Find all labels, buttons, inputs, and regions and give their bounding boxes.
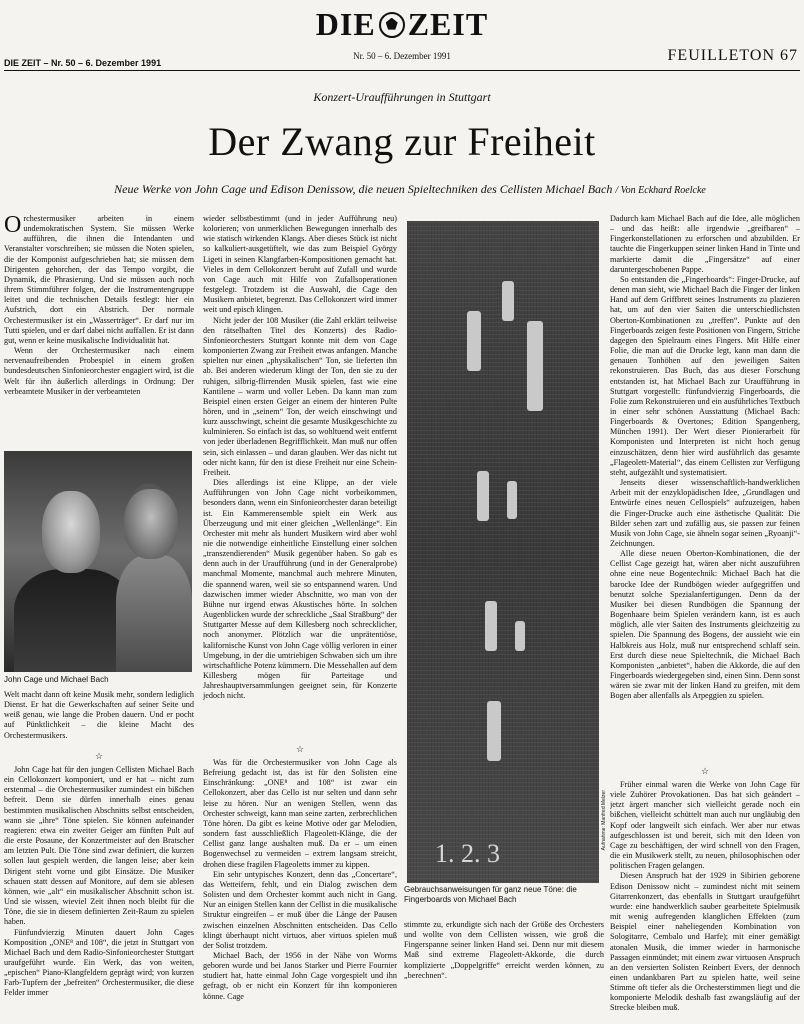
paragraph: Dies allerdings ist eine Klippe, an der viele Aufführungen von John Cage nicht vorbeikommen, besonders dann, wenn ein Sinfonieorchester daran beteiligt ist. Ein Kammerensemble spielt ein Werk aus Überzeugung und mit einer gleichen „Wellenlänge“. Ein Orchester mit mehr als hundert Musikern wird aber wohl nie die notwendige einheitliche Einstellung einer solchen „transzendierenden“ Musik gegenüber haben. So gab es denn auch in der Uraufführung (und in der Generalprobe) manchmal Momente, manchmal auch mehrere Minuten, die spannend waren, weil sie so entspannend waren. Und dazwischen immer wieder Abschnitte, wo man von der Bühne nur irgend etwas Akustisches hörte. In solchen Augenblicken wurde der schreckliche „Saal Straßburg“ der Stuttgarter Messe auf dem Killesberg noch schrecklicher, noch anonymer. Plötzlich war die unprätentiöse, kalifornische Kunst von John Cage völlig verloren in einer Umgebung, in der die umtriebigen Schwaben sich um ihre wirtschaftliche Potenz kümmern. Die Messehallen auf dem Killesberg mögen für Parteitage und Jahreshauptversammlungen geeignet sein, für Konzerte jedoch nicht. xyxy=(203,478,397,701)
photo-figure xyxy=(116,555,192,672)
photo-face xyxy=(124,489,178,559)
finger-mark xyxy=(477,471,489,521)
photo-cage-bach xyxy=(4,451,192,672)
column-1-top xyxy=(4,214,194,446)
paragraph: Alle diese neuen Oberton-Kombinationen, die der Cellist Cage gezeigt hat, wären aber nicht auszuführen ohne eine neue Bogentechnik: Michael Bach hat die barocke Idee der Rundbögen wieder aufgegriffen und benutzt solche Spezialanfertigungen. Denn da der Musiker bei diesen Rundbögen die Spannung der Bogenhaare beim Spielen verändern kann, ist es auch möglich, alle vier Saiten des Instruments gleichzeitig zu spielen. Die Spannung des Bogens, der aussieht wie ein Halbkreis aus Holz, muß nur entsprechend schlaff sein. Erst durch diese neue Spieltechnik, die Michael Bach Komponisten „anbietet“, haben die Akkorde, die auf den Fingerboards wiedergegeben sind, einen Sinn. Denn sonst wären sie zwar mit der linken Hand zu greifen, mit dem Bogen aber allenfalls als Arpeggien zu spielen. xyxy=(610,549,800,701)
headline: Der Zwang zur Freiheit xyxy=(208,119,596,164)
paragraph: So entstanden die „Fingerboards“: Finger-Drucke, auf denen man sieht, wie Michael Bach die Finger der linken Hand auf dem Griffbrett seines Instruments zu plazieren hat, um auf den vier Saiten die unterschiedlichsten Oberton-Kombinationen zu „treffen“. Punkte auf den Fingerboards zeigen feste Positionen von Fingern, Striche dagegen den Spielraum eines Fingers. Mit Hilfe einer Folie, die man auf die Drucke legt, kann man dann die genauen Tonhöhen auf den jeweiligen Saiten rekonstruieren. Das Buch, das aus dieser Forschung entstanden ist, hat Michael Bach zur Uraufführung in Stuttgart vorgestellt: fünfundvierzig Fingerboards, die Folie zum Rekonstruieren und ein ausführliches Textbuch in einer sehr schönen Ausstattung (Michael Bach: Fingerboards & Overtones; Edition Spangenberg, München 1991). Der Wert dieser Pionierarbeit für Komponisten und Interpreten ist nicht hoch genug einzuschätzen, denn hier wird ausführlich das gesamte „Flageolett-Material“, das einem Cellisten zur Verfügung steht, aufgezählt und systematisiert. xyxy=(610,274,800,477)
finger-mark xyxy=(502,281,514,321)
finger-mark xyxy=(527,321,543,411)
column-2-top xyxy=(203,214,397,736)
photo-fingerboards xyxy=(407,221,599,883)
paragraph: Ein sehr untypisches Konzert, denn das „Concertare“, das Wetteifern, fehlt, und ein Dialog zwischen dem Solisten und dem Orchester kommt auch nicht in Gang. Nur an einigen Stellen kann der Cellist in die musikalische Struktur eingreifen – er muß über die Länge der Pausen zwischen einzelnen Abschnitten entscheiden. Das Cello klingt überhaupt nicht virtuos, aber virtuos spielen muß der Solist trotzdem. xyxy=(203,869,397,950)
paragraph: wieder selbstbestimmt (und in jeder Aufführung neu) kolorieren; von unmerklichen Bewegungen innerhalb des wie statisch wirkenden Klangs. Aber dieses Stück ist nicht so kalkuliert-ausgetüftelt, wie das zum Beispiel György Ligeti in seinen Klangfarben-Kompositionen gemacht hat. Vieles in dem Cellokonzert beruht auf Zufall und wurde von Cage auch mit Hilfe von Zufallsoperationen festgelegt. Trotzdem ist die Auswahl, die Cage den Musikern anbietet, begrenzt. Das Cellokonzert wird immer weit und episch klingen. xyxy=(203,214,397,315)
finger-mark xyxy=(467,311,481,371)
logo-text-zeit: ZEIT xyxy=(407,6,489,42)
column-3-bottom xyxy=(610,780,800,1022)
photo-caption-left: John Cage und Michael Bach xyxy=(4,675,109,684)
kicker: Konzert-Uraufführungen in Stuttgart xyxy=(313,90,491,104)
subhead-text: Neue Werke von John Cage und Edison Denissow, die neuen Spieltechniken des Cellisten Michael Bach xyxy=(114,182,613,196)
author-line: / Von Eckhard Roelcke xyxy=(615,185,706,196)
section-label: FEUILLETON 67 xyxy=(667,47,798,64)
finger-mark xyxy=(485,601,497,651)
finger-mark xyxy=(515,621,525,651)
issue-line-left: DIE ZEIT – Nr. 50 – 6. Dezember 1991 xyxy=(4,58,162,68)
logo-text-die: DIE xyxy=(315,6,376,42)
newspaper-logo xyxy=(300,6,504,43)
paragraph: Diesen Anspruch hat der 1929 in Sibirien geborene Edison Denissow nicht – zumindest nicht mit seinem Gitarrenkonzert, das ebenfalls in Stuttgart uraufgeführt wurde: eine handwerklich sauber gearbeitete Spielmusik mit wenig aufregenden klanglichen Effekten (zum Beispiel einer naheliegenden Kombination von Sologitarre, Cembalo und Harfe); mit einer gemäßigt atonalen Musik, die immer wieder in harmonische Passagen einmündet; mit einem zwar virtuosen Anspruch an den versierten Solisten Reinbert Evers, der dennoch einen undankbaren Part zu spielen hatte, weil seine Stimme oft tiefer als die Orchesterstimmen liegt und die komponierte Melodik deshalb fast zwangsläufig auf der Strecke bleiben muß. xyxy=(610,871,800,1013)
paragraph: Orchestermusiker arbeiten in einem undemokratischen System. Sie müssen Werke aufführen, die ihnen die Intendanten und Veranstalter vorschreiben; sie müssen die Noten spielen, die der Komponist aufgeschrieben hat; sie müssen dem Dirigenten gehorchen, der das Tempo vorgibt, die Dynamik, die Phrasierung. Und sie müssen auch noch ihrem Stimmführer folgen, der die Instrumentengruppe leitet und die technischen Details festlegt: hier ein Aufstrich, dort ein Abstrich. Der normale Orchestermusiker ist ein „Wasserträger“. Er darf nur im Tutti spielen, und er darf dabei nicht auffallen. Er ist dann gut, wenn er keine musikalische Individualität hat. xyxy=(4,214,194,345)
subhead xyxy=(20,182,800,197)
paragraph: Was für die Orchestermusiker von John Cage als Befreiung gedacht ist, das ist für den Solisten eine Einschränkung: „ONE⁸ and 108“ ist zwar ein Cellokonzert, aber das Cello ist nur selten und dann sehr leise zu hören. Nur an wenigen Stellen, wenn das Orchester schweigt, kann man seine zarten, zerbrechlichen Töne hören. Da gibt es keine Motive oder gar Melodien, sondern fast ausschließlich Flageolett-Klänge, die der Cellist ganz lange aushalten muß. Da er – um einen Bogenwechsel zu vermeiden – extrem langsam streicht, drohen diese fragilen Flageoletts immer zu kippen. xyxy=(203,758,397,869)
section-star: ☆ xyxy=(94,751,104,761)
paragraph: Nicht jeder der 108 Musiker (die Zahl erklärt teilweise den rätselhaften Titel des Konzerts) des Radio-Sinfonieorchesters Stuttgart konnte mit dem von Cage komponierten Zwang zur Freiheit etwas anfangen. Manche spielten nur einen „physikalischen“ Ton, sie lieferten ihn ab. Bei anderen wiederum klingt der Ton, den sie zu der ruhigen, silbrig-flirrenden Musik spielen, fast wie eine Kantilene – warm und voller Leben. Da kann man zum Beispiel einen ersten Geiger an einem der hinteren Pulte hören, und in „seinem“ Ton, der weich einschwingt und kurz ausschwingt, scheint die gesamte Musikgeschichte zu kulminieren. So einfach ist das, so wohltuend weit entfernt von jeder überladenen Begrifflichkeit. Man muß nur offen sein, sich einlassen – und daran glauben. Wer das nicht tut oder nicht kann, für den ist diese Freiheit nur eine Schein-Freiheit. xyxy=(203,315,397,477)
photo-caption-mid: Gebrauchsanweisungen für ganz neue Töne: die Fingerboards von Michael Bach xyxy=(404,885,577,904)
paragraph: Fünfundvierzig Minuten dauert John Cages Komposition „ONE⁸ and 108“, die jetzt in Stuttgart von Michael Bach und dem Radio-Sinfonieorchester Stuttgart uraufgeführt wurde. Ein Werk, das von weiten, „epischen“ Piano-Klangfeldern geprägt wird; von kurzen Farb-Tupfern der „befreiten“ Orchestermusiker, die diese Felder immer xyxy=(4,927,194,998)
header-rule xyxy=(4,70,800,71)
paragraph: Früher einmal waren die Werke von John Cage für viele Zuhörer Provokationen. Das hat sich geändert – jetzt ärgert mancher sich vielleicht gerade noch ein bißchen, vielleicht schüttelt man auch nur ungläubig den Kopf oder langweilt sich einfach. Wer aber nur etwas aufgeschlossen ist und bereit, sich mit den Ideen von Cage zu beschäftigen, der wird schnell von den Fragen, die ein Musikwerk stellt, zu neuen, philosophischen oder politischen Fragen gelangen. xyxy=(610,780,800,871)
issue-line-center: Nr. 50 – 6. Dezember 1991 xyxy=(353,51,451,61)
column-2c-bottom xyxy=(404,920,604,1022)
paragraph: Wenn der Orchestermusiker nach einem nervenaufreibenden Probespiel in einem großen bundesdeutschen Sinfonieorchester engagiert wird, ist die Welt für ihn äußerlich allerdings in Ordnung: Der verbeamtete Musiker in der verbeamteten xyxy=(4,346,194,396)
photo-credit: Aufnahme: Manfred Melzer xyxy=(601,790,607,851)
paragraph: Michael Bach, der 1956 in der Nähe von Worms geboren wurde und bei Janos Starker und Pierre Fournier studiert hat, hatte einmal John Cage vorgespielt und ihn gefragt, ob er nicht ein Konzert für ihn komponieren könne. Cage xyxy=(203,950,397,1001)
paragraph: Jenseits dieser wissenschaftlich-handwerklichen Arbeit mit der enzyklopädischen Idee, „Grundlagen und Entwürfe eines neuen Cellospiels“ aufzuzeigen, haben die Finger-Drucke auch eine ästhetische Qualität: Die Bilder sehen zart und zufällig aus, sie passen zur feinen Musik von John Cage, sie ähneln sogar seinen „Ryoanji“-Zeichnungen. xyxy=(610,478,800,548)
column-3-top xyxy=(610,214,800,760)
paragraph: Welt macht dann oft keine Musik mehr, sondern lediglich Dienst. Er hat die Gewerkschaften auf seiner Seite und weiß genau, wie lange die Proben dauern. Und er pocht auf Pünktlichkeit – die kleine Macht des Orchestermusikers. xyxy=(4,690,194,740)
fingerboard-numbers: 1. 2. 3 xyxy=(435,839,500,868)
column-2-bottom xyxy=(203,758,397,1022)
finger-mark xyxy=(507,481,517,519)
paragraph: stimmte zu, erkundigte sich nach der Größe des Orchesters und wollte von dem Cellisten wissen, wie groß die Fingerspanne seiner linken Hand sei. Denn nur mit diesem Maß sind extreme Flageolett-Akkorde, die durch komplizierte „Doppelgriffe“ erreicht werden können, zu „berechnen“. xyxy=(404,920,604,980)
finger-mark xyxy=(487,701,501,761)
column-1-bottom xyxy=(4,765,194,1021)
dropcap: O xyxy=(4,214,22,238)
photo-face xyxy=(42,491,100,573)
paragraph: Dadurch kam Michael Bach auf die Idee, alle möglichen – und das heißt: alle irgendwie „greifbaren“ – Fingerkonstellationen zu erforschen und abzubilden. Er tauchte die Fingerkuppen seiner linken Hand in Tinte und markierte damit die „Fingersätze“ auf einer daruntergeschobenen Pappe. xyxy=(610,214,800,274)
section-star: ☆ xyxy=(295,744,305,754)
paragraph: John Cage hat für den jungen Cellisten Michael Bach ein Cellokonzert komponiert, und er hat – nicht zum erstenmal – die Orchestermusiker zumindest ein bißchen befreit. Denn sie dürfen innerhalb eines genau bestimmten musikalischen Abschnitts selbst entscheiden, wann sie „ihre“ Töne spielen. Sie können aufeinander reagieren: etwa ein zweiter Geiger am fünften Pult auf die erste Posaune, der Konzertmeister auf den Bratscher am letzten Pult. Die Töne sind zwar definiert, die kurzen sollen laut gespielt werden, die langen leise; aber kein Dirigent steht vorne und gibt Einsätze. Die Musiker schauen statt dessen auf Monitore, auf dem sie ablesen können, wie „alt“ ein musikalischer Abschnitt schon ist. Und sie wissen, wieviel Zeit ihnen noch bleibt für die Töne, die sie in diesem definierten Zeit-Raum zu spielen haben. xyxy=(4,765,194,927)
eagle-seal-icon xyxy=(379,12,405,38)
column-1-mid xyxy=(4,690,194,744)
section-star: ☆ xyxy=(700,766,710,776)
